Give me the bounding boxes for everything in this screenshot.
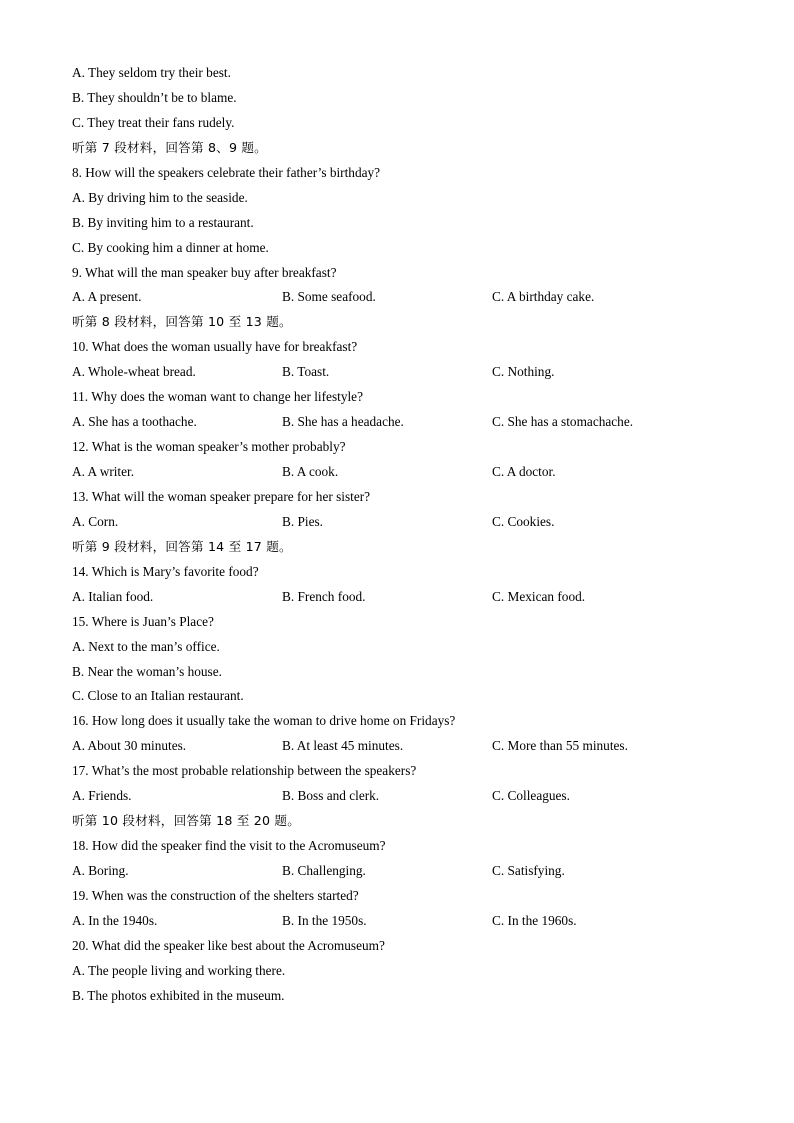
q18-options	[72, 861, 732, 886]
section-8-heading: 听第 8 段材料，回答第 10 至 13 题。	[72, 314, 292, 330]
q17-option-b: B. Boss and clerk.	[282, 788, 380, 804]
q10-option-b: B. Toast.	[282, 364, 330, 380]
q10-options	[72, 362, 732, 387]
q11-option-b: B. She has a headache.	[282, 414, 404, 430]
q18-option-a: A. Boring.	[72, 863, 129, 878]
q8-question: 8. How will the speakers celebrate their father’s birthday?	[72, 164, 381, 180]
section-9-heading: 听第 9 段材料，回答第 14 至 17 题。	[72, 538, 292, 554]
q13-option-a: A. Corn.	[72, 513, 119, 529]
q14-question: 14. Which is Mary’s favorite food?	[72, 563, 259, 579]
q14-option-a: A. Italian food.	[72, 588, 154, 604]
q10-option-c: C. Nothing.	[492, 364, 555, 380]
q13-options	[72, 512, 732, 537]
q16-option-a: A. About 30 minutes.	[72, 738, 187, 754]
q18-option-b: B. Challenging.	[282, 863, 366, 878]
q17-option-a: A. Friends.	[72, 788, 132, 804]
q10-option-a: A. Whole-wheat bread.	[72, 364, 196, 380]
q13-option-c: C. Cookies.	[492, 513, 555, 529]
q19-question: 19. When was the construction of the shelters started?	[72, 887, 359, 903]
q9-option-b: B. Some seafood.	[282, 289, 376, 305]
q18-question: 18. How did the speaker find the visit to the Acromuseum?	[72, 838, 386, 854]
q12-question: 12. What is the woman speaker’s mother probably?	[72, 439, 346, 455]
q16-option-c: C. More than 55 minutes.	[492, 738, 628, 754]
q12-options	[72, 462, 732, 487]
q14-option-c: C. Mexican food.	[492, 588, 586, 604]
q11-option-a: A. She has a toothache.	[72, 414, 197, 430]
q17-option-c: C. Colleagues.	[492, 788, 570, 804]
q12-option-a: A. A writer.	[72, 464, 135, 479]
q11-option-c: C. She has a stomachache.	[492, 414, 634, 430]
q11-options	[72, 412, 732, 437]
q14-options	[72, 587, 732, 612]
q7-option-a: A. They seldom try their best.	[72, 65, 231, 80]
q20-question: 20. What did the speaker like best about the Acromuseum?	[72, 937, 385, 953]
q19-option-c: C. In the 1960s.	[492, 912, 577, 928]
q12-option-b: B. A cook.	[282, 464, 339, 479]
q18-option-c: C. Satisfying.	[492, 863, 565, 878]
q7-option-b: B. They shouldn’t be to blame.	[72, 89, 237, 105]
q9-option-a: A. A present.	[72, 289, 142, 305]
q20-option-a: A. The people living and working there.	[72, 962, 286, 978]
q17-options	[72, 786, 732, 811]
q8-option-b: B. By inviting him to a restaurant.	[72, 214, 254, 230]
q9-options	[72, 287, 732, 312]
listening-section	[72, 63, 732, 1011]
q15-question: 15. Where is Juan’s Place?	[72, 613, 214, 629]
q9-question: 9. What will the man speaker buy after breakfast?	[72, 264, 337, 280]
q17-question: 17. What’s the most probable relationship between the speakers?	[72, 763, 417, 779]
section-10-heading: 听第 10 段材料，回答第 18 至 20 题。	[72, 813, 301, 829]
q11-question: 11. Why does the woman want to change her lifestyle?	[72, 389, 363, 405]
q16-question: 16. How long does it usually take the woman to drive home on Fridays?	[72, 713, 456, 729]
q19-option-b: B. In the 1950s.	[282, 912, 367, 928]
q15-option-a: A. Next to the man’s office.	[72, 638, 220, 654]
q20-option-b: B. The photos exhibited in the museum.	[72, 987, 285, 1003]
q13-option-b: B. Pies.	[282, 513, 324, 529]
q12-option-c: C. A doctor.	[492, 464, 556, 479]
q8-option-c: C. By cooking him a dinner at home.	[72, 239, 269, 255]
q16-options	[72, 736, 732, 761]
q15-option-c: C. Close to an Italian restaurant.	[72, 688, 244, 704]
section-7-heading: 听第 7 段材料，回答第 8、9 题。	[72, 139, 267, 155]
q13-question: 13. What will the woman speaker prepare for her sister?	[72, 488, 371, 504]
q14-option-b: B. French food.	[282, 588, 366, 604]
q16-option-b: B. At least 45 minutes.	[282, 738, 404, 754]
q9-option-c: C. A birthday cake.	[492, 289, 595, 305]
q10-question: 10. What does the woman usually have for breakfast?	[72, 339, 358, 355]
q19-options	[72, 911, 732, 936]
q7-option-c: C. They treat their fans rudely.	[72, 114, 235, 130]
q8-option-a: A. By driving him to the seaside.	[72, 189, 248, 205]
q15-option-b: B. Near the woman’s house.	[72, 663, 222, 679]
q19-option-a: A. In the 1940s.	[72, 912, 158, 928]
